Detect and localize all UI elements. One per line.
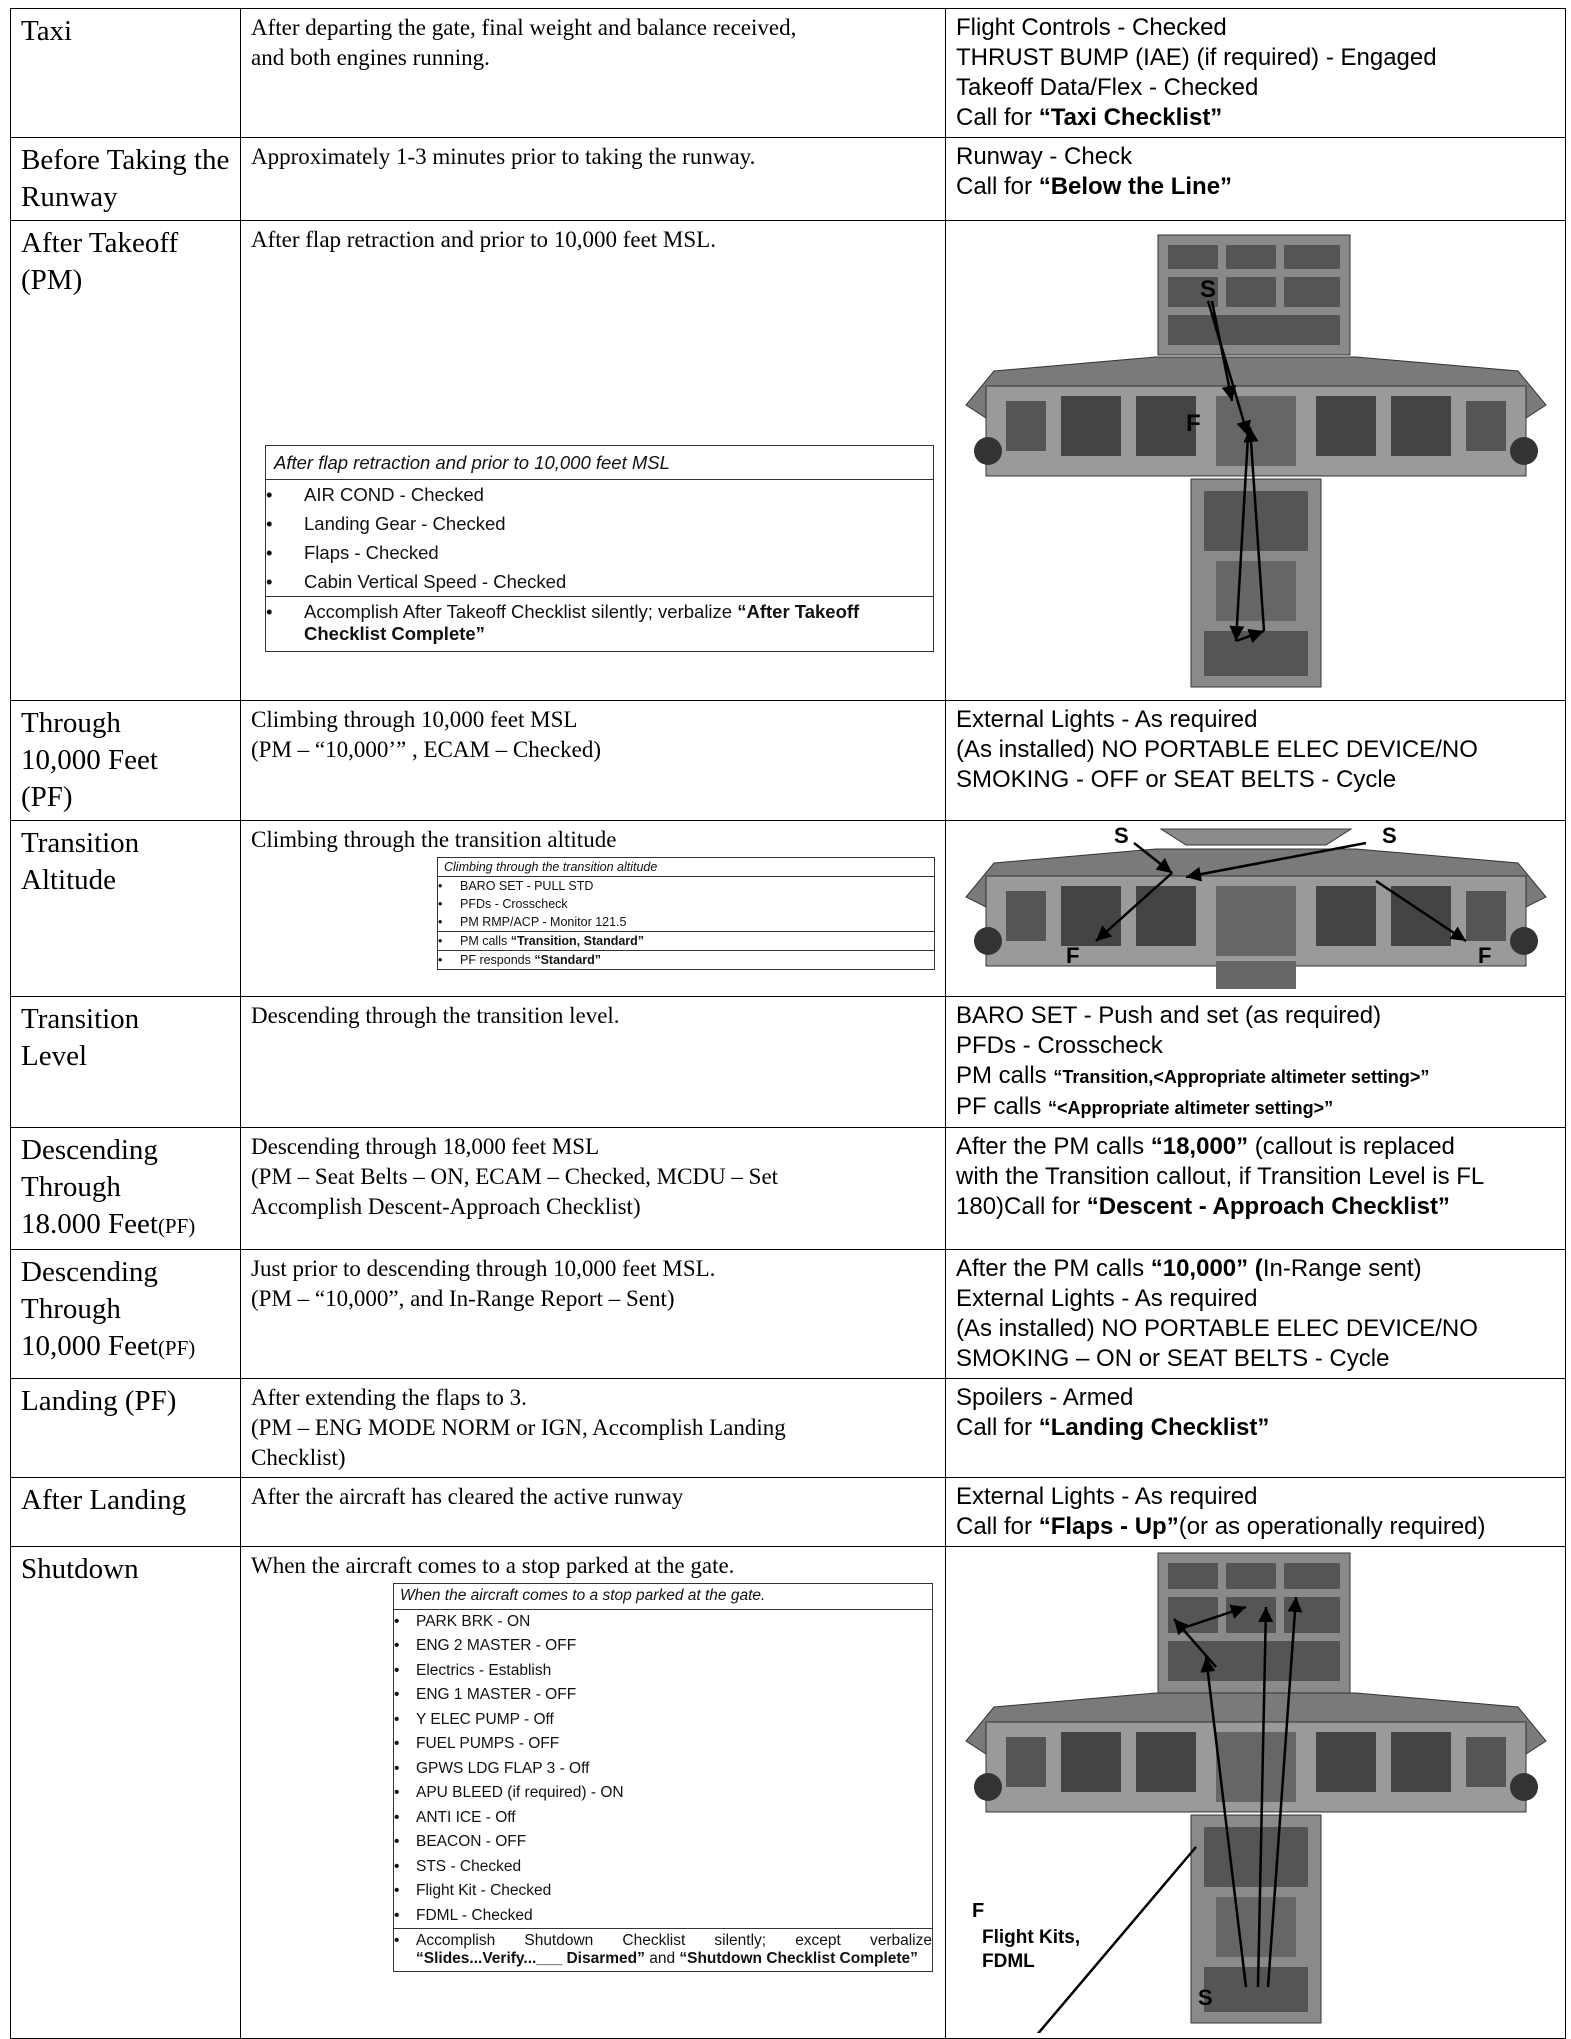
checklist-item: • APU BLEED (if required) - ON (394, 1781, 932, 1806)
call-text: “Descent - Approach Checklist” (1086, 1193, 1450, 1220)
action-line: Takeoff Data/Flex - Checked (956, 74, 1259, 101)
call-prefix: Call for (956, 104, 1039, 131)
phase-text: Altitude (21, 864, 117, 896)
timing-cell (241, 821, 946, 997)
phase-text: Descending (21, 1256, 158, 1288)
timing-text: Climbing through 10,000 feet MSL (251, 707, 578, 732)
phase-text: After Takeoff (21, 227, 179, 259)
call-text: “Transition,<Appropriate altimeter setting>” (1053, 1067, 1430, 1087)
action-cell (946, 1128, 1566, 1250)
diagram-label-f-right: F (1478, 943, 1492, 968)
timing-cell (241, 701, 946, 821)
action-cell (946, 997, 1566, 1128)
checklist-item: • BARO SET - PULL STD (438, 877, 934, 895)
timing-text: (PM – ENG MODE NORM or IGN, Accomplish Landing (251, 1415, 786, 1440)
flight-phase-table (10, 8, 1566, 2039)
phase-cell: Landing (PF) (11, 1379, 241, 1478)
timing-text: After flap retraction and prior to 10,000 feet MSL. (251, 227, 716, 252)
timing-text: (PM – Seat Belts – ON, ECAM – Checked, MCDU – Set (251, 1164, 779, 1189)
table-row (11, 1478, 1566, 1547)
call-text: “Below the Line” (1038, 173, 1233, 200)
checklist-item: • ENG 1 MASTER - OFF (394, 1683, 932, 1708)
checklist-item: • Landing Gear - Checked (266, 509, 933, 538)
action-line (956, 1254, 1555, 1284)
table-row (11, 1547, 1566, 2039)
checklist-item (438, 932, 934, 950)
final-text: Accomplish Shutdown Checklist silently; except verbalize (416, 1932, 932, 1949)
checklist-item: • AIR COND - Checked (266, 480, 933, 509)
call-text: “18,000” (1150, 1133, 1249, 1160)
table-row (11, 1379, 1566, 1478)
action-line: THRUST BUMP (IAE) (if required) - Engaged (956, 44, 1437, 71)
checklist-call (438, 931, 934, 950)
timing-cell (241, 1128, 946, 1250)
action-cell (946, 1250, 1566, 1379)
call-prefix: PF responds (460, 953, 535, 967)
phase-text-main: 18.000 Feet (21, 1208, 158, 1240)
action-text: After the PM calls (956, 1255, 1151, 1282)
action-text: After the PM calls (956, 1133, 1151, 1160)
timing-text: Approximately 1-3 minutes prior to taking the runway. (251, 144, 756, 169)
diagram-label-s-left: S (1114, 823, 1129, 848)
call-text: “Landing Checklist” (1038, 1414, 1270, 1441)
timing-cell (241, 221, 946, 701)
diagram-note-flight-kits: Flight Kits, (982, 1927, 1081, 1948)
phase-cell (11, 821, 241, 997)
phase-text: Descending (21, 1134, 158, 1166)
action-line: BARO SET - Push and set (as required) (956, 1002, 1382, 1029)
action-call (956, 1092, 1555, 1123)
checklist-item: • Flight Kit - Checked (394, 1879, 932, 1904)
diagram-label-s: S (1198, 1985, 1213, 2010)
action-line: Runway - Check (956, 143, 1133, 170)
checklist-item (266, 597, 933, 651)
timing-text: and both engines running. (251, 45, 490, 70)
phase-text-small: (PF) (157, 1214, 196, 1238)
table-row (11, 1128, 1566, 1250)
timing-text: (PM – “10,000’” , ECAM – Checked) (251, 737, 602, 762)
table-row (11, 1250, 1566, 1379)
checklist-items (266, 480, 933, 596)
timing-text: Just prior to descending through 10,000 feet MSL. (251, 1256, 716, 1281)
phase-text: Through (21, 1171, 121, 1203)
checklist-final (266, 596, 933, 651)
phase-cell (11, 701, 241, 821)
phase-text: Transition (21, 827, 140, 859)
final-text: and (644, 1950, 680, 1967)
cockpit-flow-diagram-shutdown (946, 1547, 1566, 2033)
action-line: SMOKING - OFF or SEAT BELTS - Cycle (956, 766, 1397, 793)
checklist-item: • ANTI ICE - Off (394, 1806, 932, 1831)
call-prefix: Call for (956, 1513, 1039, 1540)
diagram-label-f: F (972, 1900, 985, 1922)
phase-text: Level (21, 1040, 88, 1072)
checklist-item: • STS - Checked (394, 1855, 932, 1880)
call-prefix: PF calls (956, 1093, 1049, 1120)
diagram-note-fdml: FDML (982, 1951, 1035, 1972)
phase-text: 10,000 Feet (21, 744, 158, 776)
timing-cell (241, 1547, 946, 2039)
action-call (956, 1413, 1555, 1443)
action-call (956, 103, 1555, 133)
final-callout: “Slides...Verify...___ Disarmed” (416, 1950, 645, 1967)
checklist-header: Climbing through the transition altitude (438, 858, 934, 877)
timing-text: Checklist) (251, 1445, 346, 1470)
action-cell (946, 9, 1566, 138)
checklist-item: • PM RMP/ACP - Monitor 121.5 (438, 913, 934, 931)
checklist-item: • GPWS LDG FLAP 3 - Off (394, 1757, 932, 1782)
action-line: SMOKING – ON or SEAT BELTS - Cycle (956, 1345, 1390, 1372)
phase-text: Through (21, 707, 121, 739)
phase-text: Through (21, 1293, 121, 1325)
timing-text: After departing the gate, final weight and balance received, (251, 15, 797, 40)
checklist-item: • Electrics - Establish (394, 1659, 932, 1684)
timing-cell (241, 1478, 946, 1547)
checklist-header: After flap retraction and prior to 10,000 feet MSL (266, 446, 933, 480)
timing-text: (PM – “10,000”, and In-Range Report – Sent) (251, 1286, 675, 1311)
timing-text: When the aircraft comes to a stop parked at the gate. (251, 1553, 735, 1578)
call-prefix: PM calls (956, 1062, 1054, 1089)
table-row (11, 997, 1566, 1128)
checklist-items (394, 1610, 932, 1929)
timing-cell (241, 138, 946, 221)
phase-cell: Shutdown (11, 1547, 241, 2039)
action-line: PFDs - Crosscheck (956, 1032, 1163, 1059)
table-row (11, 9, 1566, 138)
timing-text: Descending through 18,000 feet MSL (251, 1134, 600, 1159)
call-suffix: (or as operationally required) (1178, 1513, 1486, 1540)
action-cell (946, 701, 1566, 821)
call-prefix: PM calls (460, 934, 511, 948)
checklist-item: • PFDs - Crosscheck (438, 895, 934, 913)
phase-cell (11, 221, 241, 701)
checklist-item: • FUEL PUMPS - OFF (394, 1732, 932, 1757)
action-call (956, 1061, 1555, 1092)
checklist-header: When the aircraft comes to a stop parked at the gate. (394, 1584, 932, 1610)
phase-cell (11, 997, 241, 1128)
transition-checklist-box (437, 857, 935, 970)
checklist-item: • Cabin Vertical Speed - Checked (266, 567, 933, 596)
checklist-item: • PARK BRK - ON (394, 1610, 932, 1635)
phase-text (21, 1328, 230, 1367)
timing-text: Descending through the transition level. (251, 1003, 620, 1028)
action-cell (946, 1478, 1566, 1547)
phase-text: Transition (21, 1003, 140, 1035)
diagram-label-f: F (1186, 410, 1201, 437)
checklist-item: • ENG 2 MASTER - OFF (394, 1634, 932, 1659)
action-line: External Lights - As required (956, 706, 1258, 733)
timing-text: Accomplish Descent-Approach Checklist) (251, 1194, 641, 1219)
checklist-items (438, 877, 934, 931)
checklist-item: • Flaps - Checked (266, 538, 933, 567)
call-text: “Standard” (534, 953, 602, 967)
checklist-item (438, 951, 934, 969)
timing-cell (241, 1379, 946, 1478)
checklist-item: • BEACON - OFF (394, 1830, 932, 1855)
timing-cell (241, 9, 946, 138)
checklist-item: • Y ELEC PUMP - Off (394, 1708, 932, 1733)
action-call (956, 172, 1555, 202)
final-callout: “After Takeoff Checklist Complete” (304, 601, 860, 644)
cockpit-flow-diagram-after-takeoff (946, 221, 1566, 695)
diagram-label-s-right: S (1382, 823, 1397, 848)
phase-cell (11, 1128, 241, 1250)
cockpit-flow-diagram-transition (946, 821, 1566, 991)
action-line: External Lights - As required (956, 1285, 1258, 1312)
checklist-call (438, 950, 934, 969)
after-takeoff-checklist-box (265, 445, 934, 652)
action-text: 180)Call for (956, 1193, 1087, 1220)
phase-text: (PM) (21, 264, 83, 296)
phase-text: (PF) (21, 781, 73, 813)
diagram-label-f-left: F (1066, 943, 1080, 968)
action-line: with the Transition callout, if Transition Level is FL (956, 1163, 1485, 1190)
call-text: “Transition, Standard” (510, 934, 645, 948)
call-text: “Flaps - Up” (1038, 1513, 1179, 1540)
phase-cell: Taxi (11, 9, 241, 138)
action-call (956, 1512, 1555, 1542)
cockpit-diagram-cell (946, 1547, 1566, 2039)
diagram-label-s: S (1200, 276, 1217, 303)
call-prefix: Call for (956, 173, 1039, 200)
phase-text-small: (PF) (157, 1336, 196, 1360)
call-text: “<Appropriate altimeter setting>” (1048, 1098, 1334, 1118)
action-line: (As installed) NO PORTABLE ELEC DEVICE/NO (956, 1315, 1478, 1342)
action-line: External Lights - As required (956, 1483, 1258, 1510)
call-text: “10,000” ( (1150, 1255, 1263, 1282)
table-row (11, 221, 1566, 701)
table-row (11, 821, 1566, 997)
phase-text (21, 1206, 230, 1245)
timing-cell (241, 997, 946, 1128)
phase-text-main: 10,000 Feet (21, 1330, 158, 1362)
action-line (956, 1192, 1555, 1222)
table-row (11, 138, 1566, 221)
final-text: Accomplish After Takeoff Checklist silently; verbalize (304, 601, 738, 622)
checklist-item (394, 1929, 932, 1971)
timing-text: After the aircraft has cleared the active runway (251, 1484, 684, 1509)
action-cell (946, 138, 1566, 221)
checklist-item: • FDML - Checked (394, 1904, 932, 1929)
call-prefix: Call for (956, 1414, 1039, 1441)
cockpit-diagram-cell (946, 221, 1566, 701)
phase-cell: Before Taking the Runway (11, 138, 241, 221)
shutdown-checklist-box (393, 1583, 933, 1972)
timing-text: Climbing through the transition altitude (251, 827, 617, 852)
phase-cell (11, 1250, 241, 1379)
action-line: Spoilers - Armed (956, 1384, 1134, 1411)
action-cell (946, 1379, 1566, 1478)
timing-cell (241, 1250, 946, 1379)
action-line: Flight Controls - Checked (956, 14, 1227, 41)
timing-text: After extending the flaps to 3. (251, 1385, 527, 1410)
phase-cell: After Landing (11, 1478, 241, 1547)
action-line (956, 1132, 1555, 1162)
action-line: (As installed) NO PORTABLE ELEC DEVICE/NO (956, 736, 1478, 763)
table-row (11, 701, 1566, 821)
call-text: “Taxi Checklist” (1038, 104, 1223, 131)
action-text: In-Range sent) (1262, 1255, 1422, 1282)
final-callout: “Shutdown Checklist Complete” (679, 1950, 918, 1967)
cockpit-diagram-cell (946, 821, 1566, 997)
action-text: (callout is replaced (1248, 1133, 1455, 1160)
